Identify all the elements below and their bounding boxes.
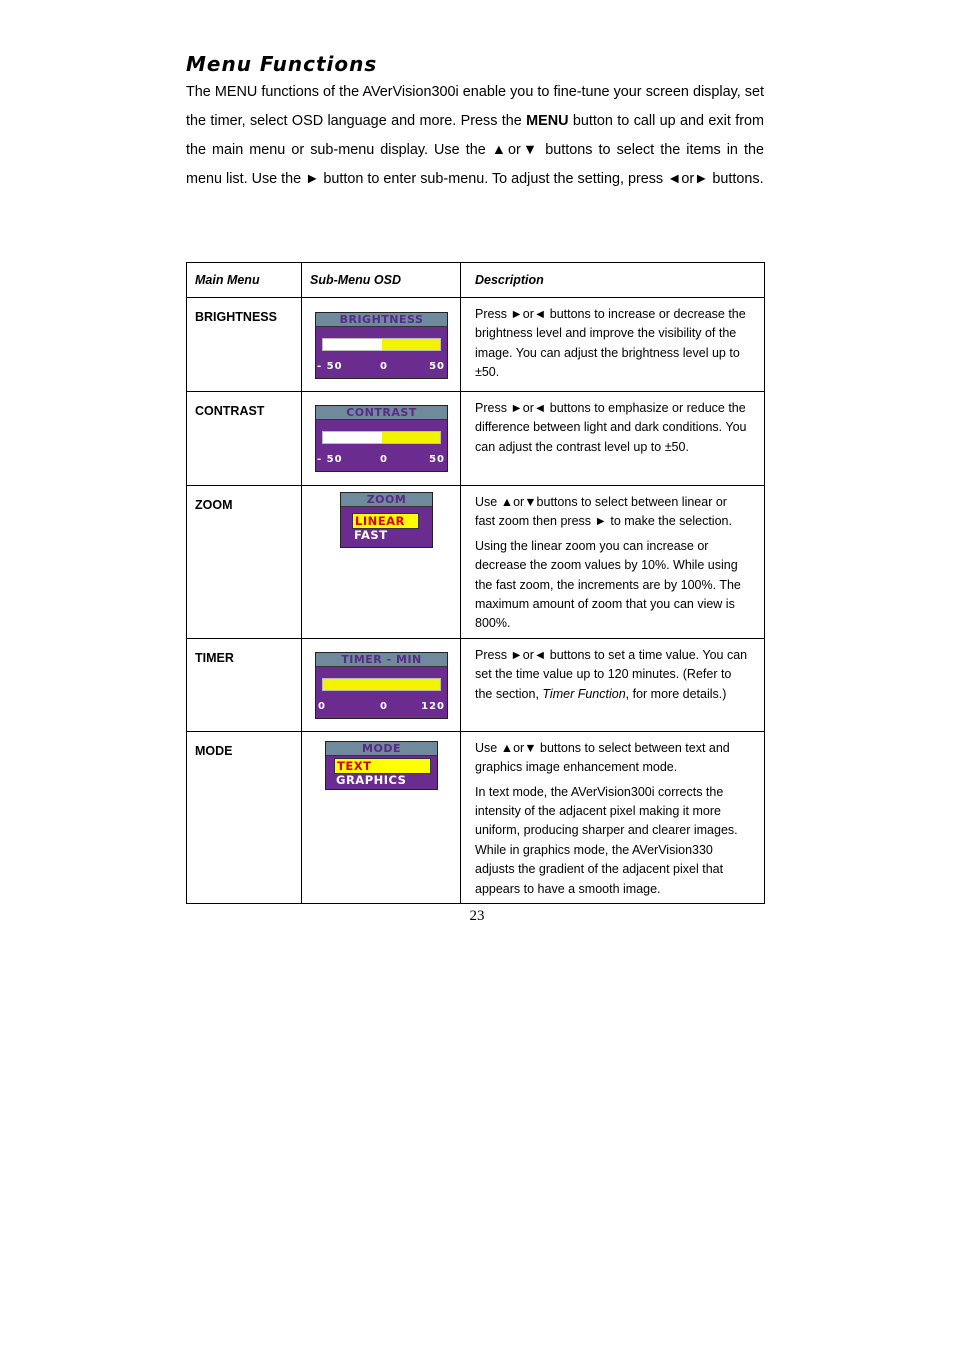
scale-min: - 50	[317, 361, 343, 372]
description-text: Using the linear zoom you can increase or decrease the zoom values by 10%. While using the fast zoom, the increments are by 100%. The maximum amount of zoom that you can view is 800%.	[475, 538, 741, 631]
mode-option-graphics: GRAPHICS	[336, 772, 407, 787]
osd-title: MODE	[326, 742, 437, 756]
description-text-part: , for more details.)	[625, 686, 727, 701]
table-row	[187, 298, 765, 392]
description-mode	[461, 731, 765, 903]
description-contrast	[461, 392, 765, 486]
page-number: 23	[469, 908, 485, 924]
description-text: In text mode, the AVerVision300i corrects the intensity of the adjacent pixel making it more uniform, producing sharper and clearer images. While in graphics mode, the AVerVision330 adjusts the gradient of the adjacent pixel that appears to have a smooth image.	[475, 784, 738, 896]
timer-function-reference: Timer Function	[542, 686, 626, 701]
scale-mid: 0	[380, 700, 388, 712]
table-row	[187, 392, 765, 486]
header-main-menu: Main Menu	[187, 263, 302, 298]
description-text	[475, 646, 750, 704]
description-text: Press ►or◄ buttons to emphasize or reduce the difference between light and dark conditions. You can adjust the contrast level up to ±50.	[475, 401, 747, 454]
description-brightness	[461, 298, 765, 392]
timer-osd	[315, 652, 448, 719]
zoom-option-fast: FAST	[354, 528, 388, 542]
osd-title: TIMER - MIN	[316, 653, 447, 667]
scale-max: 50	[429, 361, 445, 372]
main-menu-brightness: BRIGHTNESS	[187, 298, 302, 392]
intro-paragraph	[186, 78, 764, 194]
timer-slider	[322, 678, 441, 691]
slider-fill	[382, 339, 441, 350]
description-timer	[461, 638, 765, 731]
slider-fill	[382, 432, 441, 443]
scale-min: - 50	[317, 454, 343, 465]
mode-option-text: TEXT	[334, 758, 431, 774]
menu-functions-table	[186, 262, 765, 904]
intro-text-2: button to call up and exit from the main menu or sub-menu display. Use the ▲or▼ buttons to select the items in the menu list. Use the ► button to enter sub-menu. To adjust the setting, press ◄or► buttons.	[186, 113, 764, 187]
intro-text-1: The MENU functions of the AVerVision300i enable you to fine-tune your screen display, set the timer, select OSD language and more. Press the	[186, 84, 764, 129]
header-sub-menu-osd: Sub-Menu OSD	[302, 263, 461, 298]
contrast-slider	[322, 431, 441, 444]
scale-max: 120	[421, 700, 445, 712]
table-header-row	[187, 263, 765, 298]
main-menu-contrast: CONTRAST	[187, 392, 302, 486]
brightness-osd	[315, 312, 448, 379]
zoom-osd	[340, 492, 433, 548]
scale-mid: 0	[380, 454, 388, 465]
zoom-option-linear: LINEAR	[352, 513, 419, 529]
scale-min: 0	[318, 700, 326, 712]
mode-osd	[325, 741, 438, 790]
main-menu-timer: TIMER	[187, 638, 302, 731]
description-text: Use ▲or▼ buttons to select between text and graphics image enhancement mode.	[475, 740, 730, 775]
page-title: Menu Functions	[186, 52, 378, 76]
contrast-osd	[315, 405, 448, 472]
header-description: Description	[461, 263, 765, 298]
osd-title: ZOOM	[341, 493, 432, 507]
slider-fill	[323, 679, 440, 690]
scale-mid: 0	[380, 361, 388, 372]
table-row	[187, 731, 765, 903]
scale-max: 50	[429, 454, 445, 465]
description-text-part: Press ►or◄ buttons to set a time value. You can set the time value up to 120 minutes. (Refer to the section,	[475, 647, 748, 701]
table-row	[187, 486, 765, 639]
menu-bold-label: MENU	[526, 113, 569, 129]
main-menu-zoom: ZOOM	[187, 486, 302, 639]
description-text: Press ►or◄ buttons to increase or decrease the brightness level and improve the visibility of the image. You can adjust the brightness level up to ±50.	[475, 307, 746, 380]
brightness-slider	[322, 338, 441, 351]
table-row	[187, 638, 765, 731]
osd-title: BRIGHTNESS	[316, 313, 447, 327]
description-zoom	[461, 486, 765, 639]
osd-title: CONTRAST	[316, 406, 447, 420]
description-text: Use ▲or▼buttons to select between linear or fast zoom then press ► to make the selection.	[475, 495, 732, 529]
main-menu-mode: MODE	[187, 731, 302, 903]
